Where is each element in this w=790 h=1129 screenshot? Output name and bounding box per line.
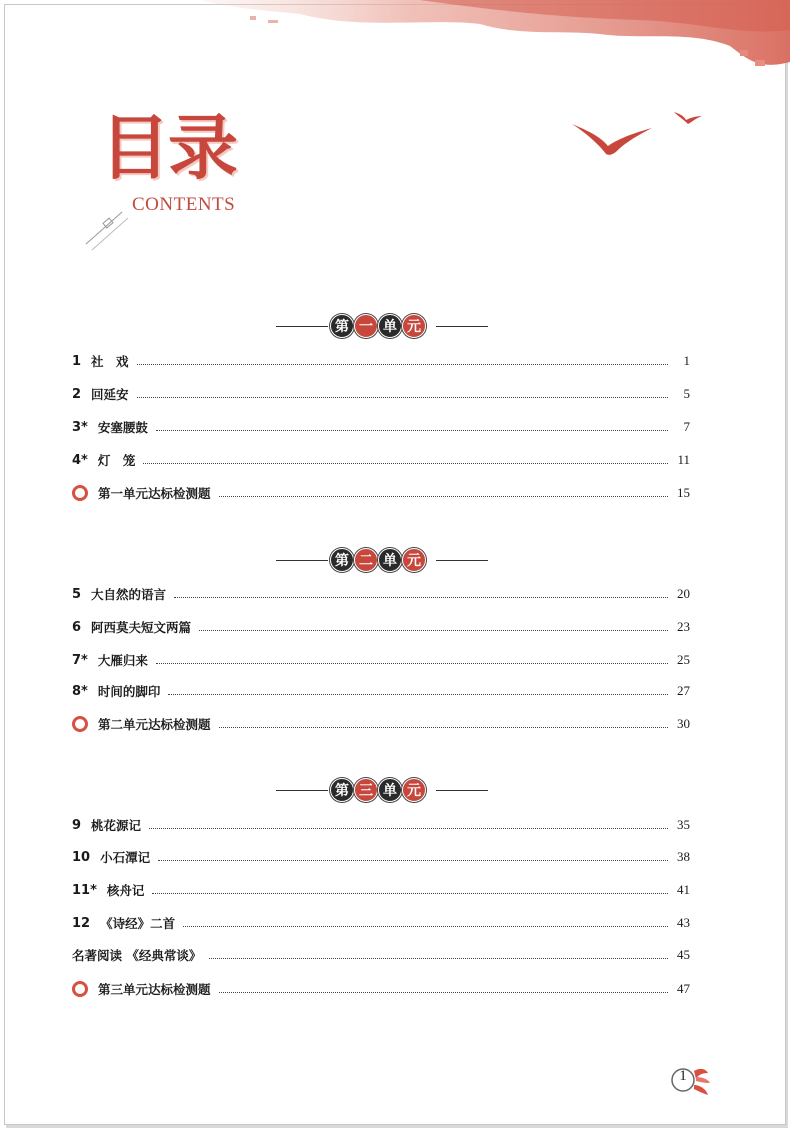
unit-char: 元 (402, 548, 426, 572)
entry-page: 1 (683, 353, 690, 368)
entry-title: 大雁归来 (97, 653, 148, 668)
ink-wash-decoration (0, 0, 790, 80)
page-title: 目录 (100, 107, 236, 189)
dot-leader (174, 597, 668, 598)
dot-leader (168, 694, 668, 695)
entry-number: 6 (72, 619, 82, 635)
toc-entry[interactable] (72, 383, 690, 405)
circle-icon (72, 485, 88, 501)
dot-leader (156, 663, 668, 664)
dot-leader (199, 630, 668, 631)
entry-title: 名著阅读 《经典常谈》 (72, 948, 202, 963)
entry-number: 2 (72, 386, 82, 402)
entry-page: 35 (677, 817, 690, 832)
entry-title: 社 戏 (91, 354, 129, 369)
entry-title: 阿西莫夫短文两篇 (91, 620, 192, 635)
entry-number: 5 (72, 586, 82, 602)
entry-page: 5 (683, 386, 690, 401)
entry-title: 安塞腰鼓 (97, 420, 148, 435)
toc-entry[interactable] (72, 680, 690, 702)
dot-leader (183, 926, 668, 927)
toc-entry-test[interactable] (72, 978, 690, 1000)
entry-number: 9 (72, 817, 82, 833)
entry-page: 27 (677, 683, 690, 698)
entry-page: 11 (677, 452, 690, 467)
toc-entry[interactable] (72, 846, 690, 868)
entry-title: 第一单元达标检测题 (98, 486, 211, 501)
unit-char: 第 (330, 778, 354, 802)
entry-page: 7 (683, 419, 690, 434)
toc-entry[interactable] (72, 944, 690, 966)
toc-entry[interactable] (72, 912, 690, 934)
unit-char: 二 (354, 548, 378, 572)
entry-number: 12 (72, 915, 91, 931)
page-subtitle: CONTENTS (132, 194, 236, 215)
toc-entry[interactable] (72, 649, 690, 671)
circle-icon (72, 716, 88, 732)
entry-title: 回延安 (91, 387, 129, 402)
toc-entry-test[interactable] (72, 482, 690, 504)
dot-leader (149, 828, 668, 829)
entry-title: 《诗经》二首 (100, 916, 176, 931)
toc-entry[interactable] (72, 583, 690, 605)
entry-page: 20 (677, 586, 690, 601)
entry-title: 时间的脚印 (97, 684, 161, 699)
dot-leader (219, 727, 668, 728)
entry-title: 第三单元达标检测题 (98, 982, 211, 997)
toc-entry[interactable] (72, 350, 690, 372)
entry-title: 核舟记 (106, 883, 145, 898)
toc-entry[interactable] (72, 879, 690, 901)
dot-leader (219, 992, 668, 993)
entry-number: 4* (72, 452, 88, 468)
circle-icon (72, 981, 88, 997)
unit-char: 单 (378, 314, 402, 338)
toc-entry[interactable] (72, 449, 690, 471)
entry-number: 1 (72, 353, 82, 369)
entry-title: 大自然的语言 (91, 587, 167, 602)
unit-char: 单 (378, 548, 402, 572)
dot-leader (152, 893, 668, 894)
dot-leader (143, 463, 668, 464)
entry-page: 45 (677, 947, 690, 962)
entry-page: 47 (677, 981, 690, 996)
unit-char: 元 (402, 778, 426, 802)
unit-char: 三 (354, 778, 378, 802)
dot-leader (137, 397, 668, 398)
toc-heading (96, 106, 276, 246)
dot-leader (158, 860, 668, 861)
entry-page: 25 (677, 652, 690, 667)
unit-char: 第 (330, 548, 354, 572)
dot-leader (219, 496, 668, 497)
page-number: 1 (679, 1068, 687, 1084)
dot-leader (137, 364, 668, 365)
dot-leader (156, 430, 668, 431)
entry-page: 41 (677, 882, 690, 897)
unit-char: 一 (354, 314, 378, 338)
dot-leader (209, 958, 668, 959)
entry-page: 30 (677, 716, 690, 731)
entry-number: 8* (72, 683, 88, 699)
toc-entry-test[interactable] (72, 713, 690, 735)
unit-header (270, 776, 490, 806)
toc-entry[interactable] (72, 814, 690, 836)
entry-number: 10 (72, 849, 91, 865)
entry-page: 38 (677, 849, 690, 864)
unit-header (270, 546, 490, 576)
toc-entry[interactable] (72, 416, 690, 438)
entry-number: 3* (72, 419, 88, 435)
entry-number: 7* (72, 652, 88, 668)
toc-entry[interactable] (72, 616, 690, 638)
unit-header (270, 312, 490, 342)
unit-char: 第 (330, 314, 354, 338)
birds-illustration (566, 104, 706, 164)
unit-char: 单 (378, 778, 402, 802)
entry-page: 43 (677, 915, 690, 930)
entry-title: 第二单元达标检测题 (98, 717, 211, 732)
unit-char: 元 (402, 314, 426, 338)
entry-title: 小石潭记 (100, 850, 151, 865)
entry-page: 23 (677, 619, 690, 634)
entry-title: 灯 笼 (97, 453, 136, 468)
entry-page: 15 (677, 485, 690, 500)
entry-title: 桃花源记 (91, 818, 142, 833)
entry-number: 11* (72, 882, 97, 898)
